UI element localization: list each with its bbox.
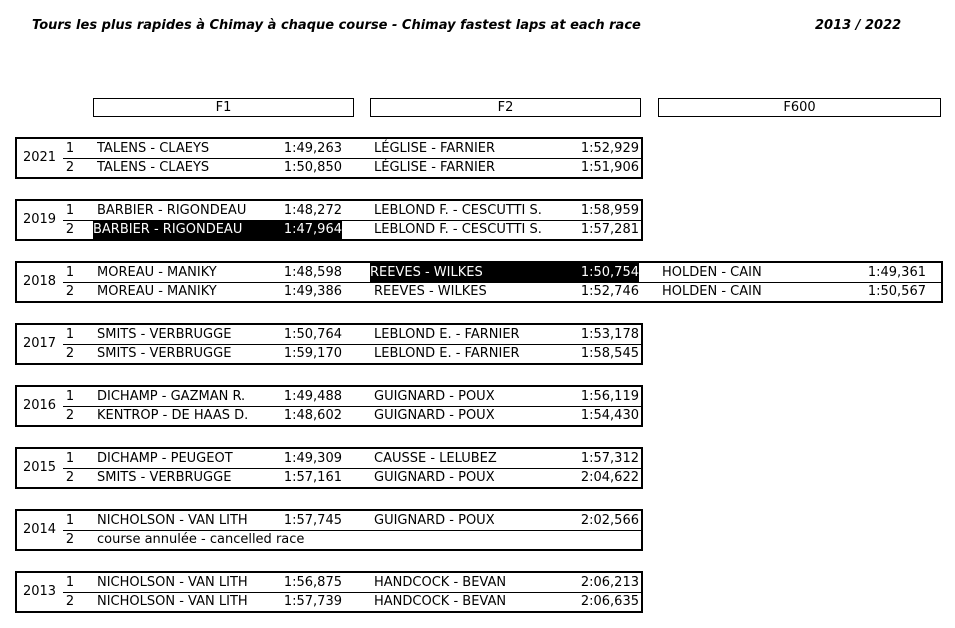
year-label: 2013 [22,584,57,599]
f1-lap-time: 1:50,764 [283,327,342,342]
page-title: Tours les plus rapides à Chimay à chaque course - Chimay fastest laps at each race [32,18,641,33]
f1-driver-pair: TALENS - CLAEYS [97,141,210,156]
f2-lap-time: 2:06,635 [580,594,639,609]
year-block [15,385,643,427]
f2-lap-time: 1:56,119 [580,389,639,404]
position-number: 2 [65,470,75,485]
position-number: 2 [65,346,75,361]
f2-lap-time: 1:51,906 [580,160,639,175]
f2-driver-pair: CAUSSE - LELUBEZ [374,451,497,466]
f2-lap-time: 1:57,312 [580,451,639,466]
f1-lap-time: 1:50,850 [283,160,342,175]
f2-driver-pair: LEBLOND F. - CESCUTTI S. [374,203,542,218]
position-number: 1 [65,327,75,342]
f1-driver-pair: TALENS - CLAEYS [97,160,210,175]
f1-driver-pair: BARBIER - RIGONDEAU [97,203,247,218]
race-note: course annulée - cancelled race [97,532,305,547]
f1-driver-pair: DICHAMP - GAZMAN R. [97,389,246,404]
f1-lap-time: 1:49,488 [283,389,342,404]
position-number: 1 [65,389,75,404]
season-range: 2013 / 2022 [815,18,902,33]
f2-driver-pair: LEBLOND F. - CESCUTTI S. [374,222,542,237]
position-number: 2 [65,532,75,547]
f600-lap-time: 1:50,567 [867,284,926,299]
position-number: 1 [65,451,75,466]
f1-lap-time: 1:48,602 [283,408,342,423]
f2-lap-time: 1:52,746 [580,284,639,299]
f2-lap-time: 1:57,281 [580,222,639,237]
f1-lap-time: 1:56,875 [283,575,342,590]
f2-driver-pair: REEVES - WILKES [370,263,562,282]
position-number: 1 [65,141,75,156]
year-block [15,447,643,489]
f2-driver-pair: LÉGLISE - FARNIER [374,141,496,156]
f2-driver-pair: LEBLOND E. - FARNIER [374,327,520,342]
f1-lap-time: 1:48,598 [283,265,342,280]
f1-driver-pair: SMITS - VERBRUGGE [97,346,232,361]
f2-driver-pair: GUIGNARD - POUX [374,513,495,528]
f2-driver-pair: GUIGNARD - POUX [374,408,495,423]
f1-driver-pair: SMITS - VERBRUGGE [97,470,232,485]
f1-lap-time: 1:49,309 [283,451,342,466]
f600-driver-pair: HOLDEN - CAIN [662,265,762,280]
f1-driver-pair: NICHOLSON - VAN LITH [97,594,248,609]
f2-driver-pair: HANDCOCK - BEVAN [374,575,507,590]
year-label: 2014 [22,522,57,537]
f2-lap-time: 1:50,754 [562,263,639,282]
position-number: 1 [65,513,75,528]
position-number: 1 [65,203,75,218]
year-block [15,571,643,613]
f1-driver-pair: NICHOLSON - VAN LITH [97,575,248,590]
f2-driver-pair: LEBLOND E. - FARNIER [374,346,520,361]
year-block [15,261,943,303]
f2-lap-time: 2:02,566 [580,513,639,528]
f1-driver-pair: NICHOLSON - VAN LITH [97,513,248,528]
f2-lap-time: 1:54,430 [580,408,639,423]
f1-lap-time: 1:48,272 [283,203,342,218]
year-block [15,199,643,241]
year-block [15,323,643,365]
f2-lap-time: 1:52,929 [580,141,639,156]
year-label: 2016 [22,398,57,413]
year-label: 2015 [22,460,57,475]
year-block [15,137,643,179]
year-label: 2021 [22,150,57,165]
f2-lap-time: 1:58,959 [580,203,639,218]
column-header-f2: F2 [370,98,641,117]
f1-lap-time: 1:49,263 [283,141,342,156]
f1-lap-time: 1:59,170 [283,346,342,361]
column-header-f600: F600 [658,98,941,117]
position-number: 2 [65,160,75,175]
year-label: 2018 [22,274,57,289]
f1-lap-time: 1:57,161 [283,470,342,485]
f2-driver-pair: GUIGNARD - POUX [374,470,495,485]
position-number: 2 [65,408,75,423]
f1-lap-time: 1:57,745 [283,513,342,528]
f1-driver-pair: SMITS - VERBRUGGE [97,327,232,342]
f2-driver-pair: HANDCOCK - BEVAN [374,594,507,609]
f600-lap-time: 1:49,361 [867,265,926,280]
f1-driver-pair: KENTROP - DE HAAS D. [97,408,249,423]
position-number: 2 [65,222,75,237]
f2-lap-time: 2:06,213 [580,575,639,590]
year-block [15,509,643,551]
position-number: 1 [65,575,75,590]
f1-driver-pair: DICHAMP - PEUGEOT [97,451,233,466]
f2-lap-time: 1:58,545 [580,346,639,361]
f2-lap-time: 2:04,622 [580,470,639,485]
f1-lap-time: 1:49,386 [283,284,342,299]
f1-lap-time: 1:57,739 [283,594,342,609]
f2-driver-pair: LÉGLISE - FARNIER [374,160,496,175]
position-number: 2 [65,594,75,609]
f1-driver-pair: BARBIER - RIGONDEAU [93,220,277,239]
position-number: 2 [65,284,75,299]
f1-driver-pair: MOREAU - MANIKY [97,265,217,280]
f600-driver-pair: HOLDEN - CAIN [662,284,762,299]
year-label: 2019 [22,212,57,227]
f2-driver-pair: REEVES - WILKES [374,284,487,299]
f2-driver-pair: GUIGNARD - POUX [374,389,495,404]
year-label: 2017 [22,336,57,351]
f1-driver-pair: MOREAU - MANIKY [97,284,217,299]
column-header-f1: F1 [93,98,354,117]
f2-lap-time: 1:53,178 [580,327,639,342]
position-number: 1 [65,265,75,280]
f1-lap-time: 1:47,964 [277,220,342,239]
